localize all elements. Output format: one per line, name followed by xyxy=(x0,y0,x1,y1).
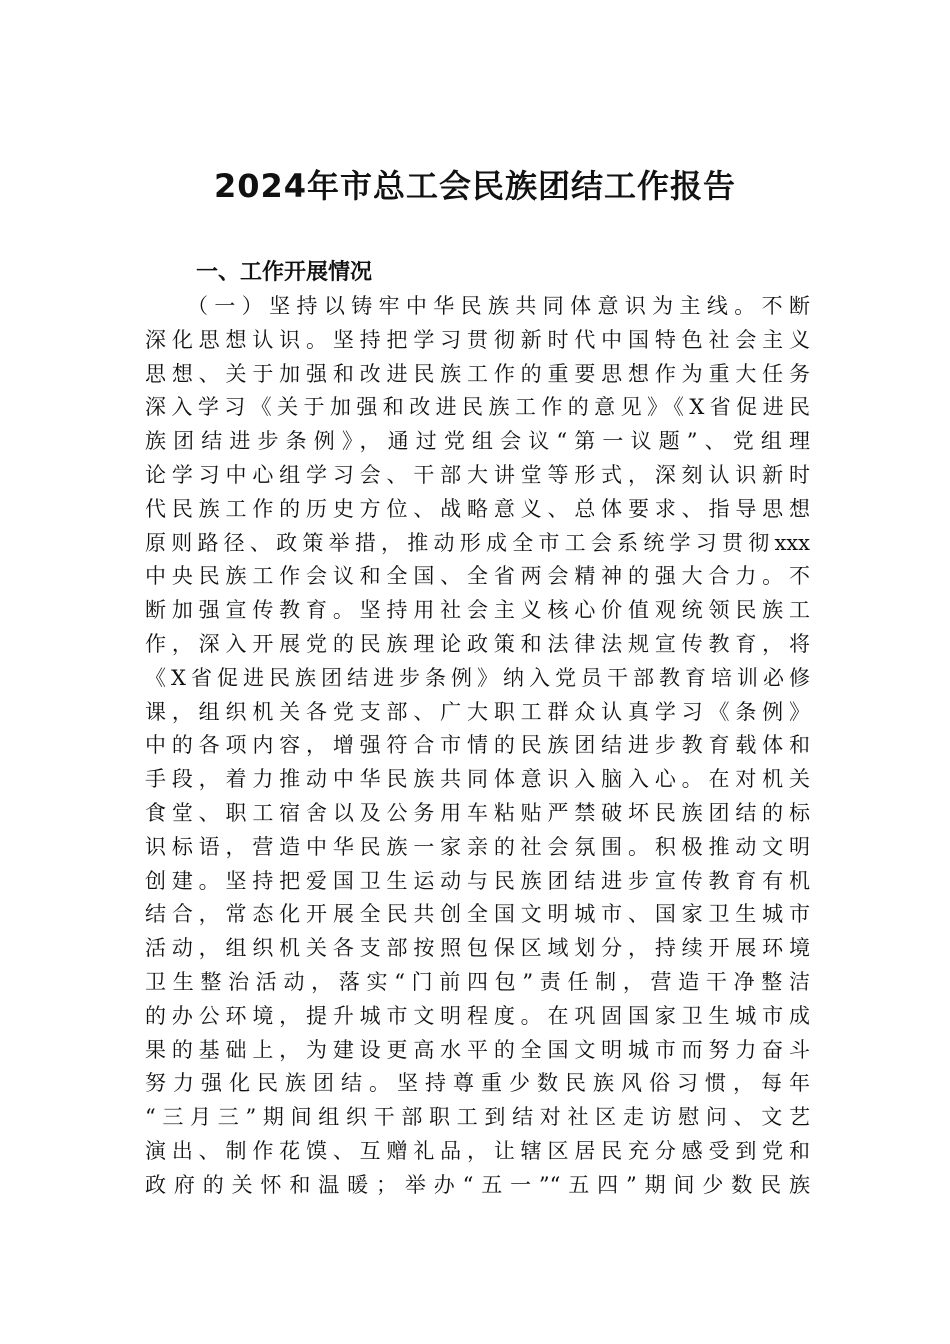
body-text-line: 族团结进步条例》，通过党组会议“第一议题”、党组理 xyxy=(145,429,810,454)
body-text-line: 深入学习《关于加强和改进民族工作的意见》《X省促进民 xyxy=(145,395,810,420)
body-text-line: 论学习中心组学习会、干部大讲堂等形式，深刻认识新时 xyxy=(145,462,810,487)
body-text-line: 卫生整治活动，落实“门前四包”责任制，营造干净整洁 xyxy=(145,969,810,994)
body-text-line: 代民族工作的历史方位、战略意义、总体要求、指导思想 xyxy=(145,496,810,521)
body-text-line: 果的基础上，为建设更高水平的全国文明城市而努力奋斗 xyxy=(145,1037,810,1062)
document-title: 2024年市总工会民族团结工作报告 xyxy=(213,167,737,205)
body-text-line: 努力强化民族团结。坚持尊重少数民族风俗习惯，每年 xyxy=(145,1071,810,1096)
body-text-line: 结合，常态化开展全民共创全国文明城市、国家卫生城市 xyxy=(145,902,810,927)
body-text-line: 创建。坚持把爱国卫生运动与民族团结进步宣传教育有机 xyxy=(145,868,810,893)
body-text-line: （一）坚持以铸牢中华民族共同体意识为主线。不断 xyxy=(187,294,810,318)
section-heading: 一、工作开展情况 xyxy=(196,260,373,285)
body-text-line: 手段，着力推动中华民族共同体意识入脑入心。在对机关 xyxy=(145,767,810,792)
body-text-line: 的办公环境，提升城市文明程度。在巩固国家卫生城市成 xyxy=(145,1003,810,1028)
body-text-line: 中央民族工作会议和全国、全省两会精神的强大合力。不 xyxy=(145,564,810,589)
body-text-line: 识标语，营造中华民族一家亲的社会氛围。积极推动文明 xyxy=(145,834,810,859)
body-text-line: 课，组织机关各党支部、广大职工群众认真学习《条例》 xyxy=(145,699,810,724)
body-text-line: 思想、关于加强和改进民族工作的重要思想作为重大任务 xyxy=(145,361,810,386)
body-text-line: 中的各项内容，增强符合市情的民族团结进步教育载体和 xyxy=(145,733,810,758)
body-paragraph xyxy=(145,290,810,1203)
body-text-line: 活动，组织机关各支部按照包保区域划分，持续开展环境 xyxy=(145,936,810,961)
body-text-line: 原则路径、政策举措，推动形成全市工会系统学习贯彻xxx xyxy=(145,530,810,555)
body-text-line: 作，深入开展党的民族理论政策和法律法规宣传教育，将 xyxy=(145,631,810,656)
body-text-line: “三月三”期间组织干部职工到结对社区走访慰问、文艺 xyxy=(145,1105,810,1130)
body-text-line: 政府的关怀和温暖；举办“五一”“五四”期间少数民族 xyxy=(145,1172,810,1197)
body-text-line: 《X省促进民族团结进步条例》纳入党员干部教育培训必修 xyxy=(145,665,810,690)
body-text-line: 食堂、职工宿舍以及公务用车粘贴严禁破坏民族团结的标 xyxy=(145,800,810,825)
body-text-line: 演出、制作花馍、互赠礼品，让辖区居民充分感受到党和 xyxy=(145,1138,810,1163)
body-text-line: 断加强宣传教育。坚持用社会主义核心价值观统领民族工 xyxy=(145,598,810,623)
body-text-line: 深化思想认识。坚持把学习贯彻新时代中国特色社会主义 xyxy=(145,327,810,352)
